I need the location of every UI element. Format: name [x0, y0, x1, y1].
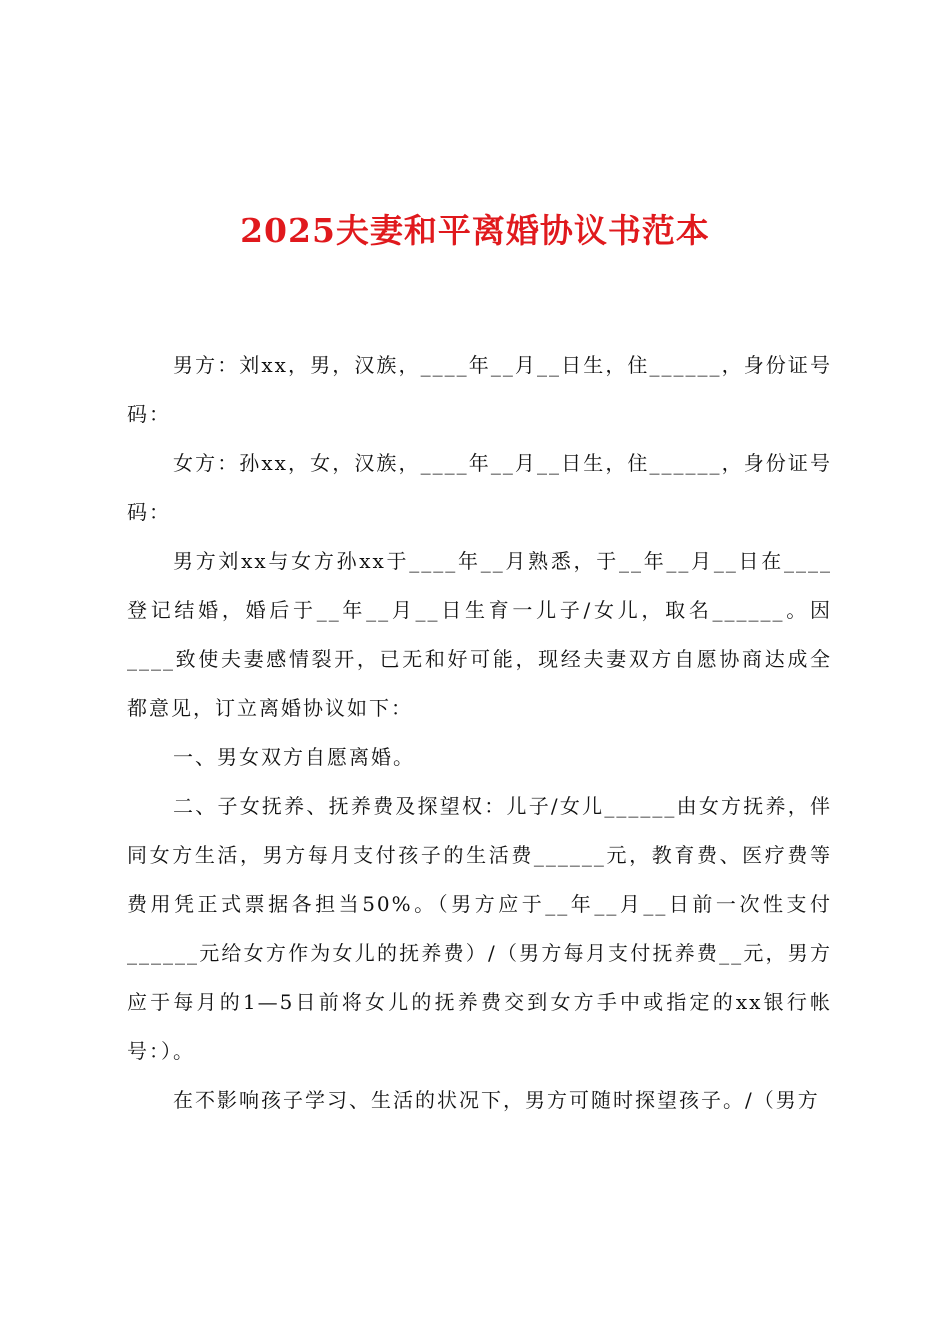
paragraph-clause-1: 一、男女双方自愿离婚。: [173, 745, 415, 769]
paragraph-female-party: 女方：孙xx，女，汉族，____年__月__日生，住______，身份证号码：: [127, 451, 832, 524]
paragraph-background: 男方刘xx与女方孙xx于____年__月熟悉，于__年__月__日在____登记结婚，婚后于__年__月__日生育一儿子/女儿，取名______。因____致使夫妻感情裂开，已无和好可能，现经夫妻双方自愿协商达成全都意见，订立离婚协议如下：: [127, 549, 832, 720]
paragraph-male-party: 男方：刘xx，男，汉族，____年__月__日生，住______，身份证号码：: [127, 353, 832, 426]
paragraph-visitation: 在不影响孩子学习、生活的状况下，男方可随时探望孩子。/（男方: [173, 1088, 820, 1112]
paragraph-clause-2: 二、子女抚养、抚养费及探望权：儿子/女儿______由女方抚养，伴同女方生活，男方每月支付孩子的生活费______元，教育费、医疗费等费用凭正式票据各担当50%。（男方应于__年__月__日前一次性支付______元给女方作为女儿的抚养费）/（男方每月支付抚养费__元，男方应于每月的1—5日前将女儿的抚养费交到女方手中或指定的xx银行帐号：）。: [127, 794, 832, 1063]
document-title: 2025夫妻和平离婚协议书范本: [240, 211, 710, 250]
document-body: [127, 341, 832, 1125]
